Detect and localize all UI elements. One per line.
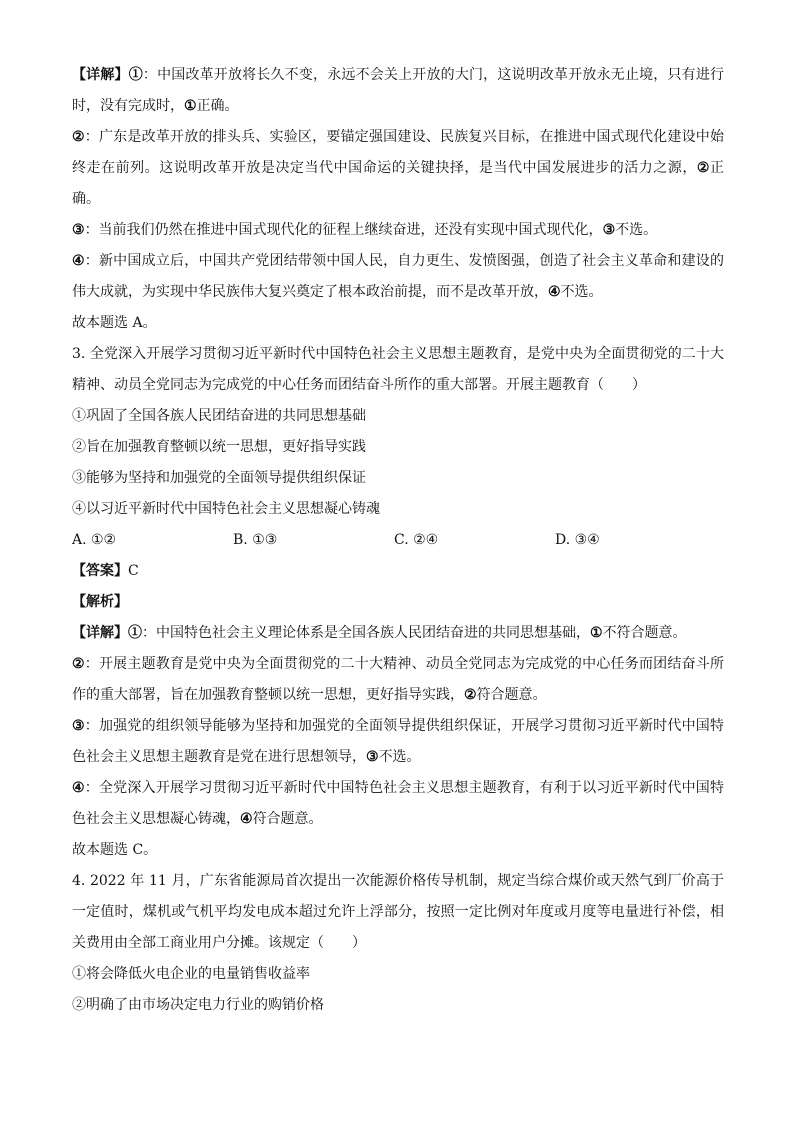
document-page bbox=[72, 60, 724, 1021]
mark: ① bbox=[184, 98, 197, 114]
mark: ② bbox=[72, 129, 85, 145]
q4-statement-1: ①将会降低火电企业的电量销售收益率 bbox=[72, 966, 310, 982]
mark: ① bbox=[128, 67, 143, 83]
text: 正确。 bbox=[196, 98, 239, 114]
mark: ① bbox=[128, 625, 142, 641]
q2-detail-1 bbox=[72, 60, 724, 122]
q3-option-a: A. ①② bbox=[72, 532, 117, 548]
text: 不选。 bbox=[378, 749, 421, 765]
mark: ④ bbox=[72, 253, 85, 269]
text: 不符合题意。 bbox=[602, 625, 687, 641]
text: 不选。 bbox=[560, 284, 603, 300]
mark: ② bbox=[72, 656, 85, 672]
q3-option-b: B. ①③ bbox=[233, 532, 278, 548]
text: ：中国改革开放将长久不变，永远不会关上开放的大门，这说明改革开放永无止境，只有进行时，没有完成时， bbox=[72, 67, 725, 114]
q3-detail-1 bbox=[72, 618, 724, 649]
q3-detail-4 bbox=[72, 773, 724, 835]
q2-conclusion: 故本题选 A。 bbox=[72, 315, 157, 331]
answer-value: C bbox=[128, 563, 139, 579]
q3-statement-1: ①巩固了全国各族人民团结奋进的共同思想基础 bbox=[72, 408, 366, 424]
detail-tag: 【详解】 bbox=[72, 67, 129, 83]
text: 不选。 bbox=[615, 222, 658, 238]
q3-statement-2: ②旨在加强教育整顿以统一思想，更好指导实践 bbox=[72, 439, 366, 455]
mark: ③ bbox=[366, 749, 379, 765]
q3-answer bbox=[72, 556, 724, 587]
q3-statement-4: ④以习近平新时代中国特色社会主义思想凝心铸魂 bbox=[72, 501, 380, 517]
q3-conclusion: 故本题选 C。 bbox=[72, 842, 158, 858]
q3-stem: 3. 全党深入开展学习贯彻习近平新时代中国特色社会主义思想主题教育，是党中央为全面贯彻党的二十大精神、动员全党同志为完成党的中心任务而团结奋斗所作的重大部署。开展主题教育（ ） bbox=[72, 346, 724, 393]
q4-stem: 4. 2022 年 11 月，广东省能源局首次提出一次能源价格传导机制，规定当综合煤价或天然气到厂价高于一定值时，煤机或气机平均发电成本超过允许上浮部分，按照一定比例对年度或月度等电量进行补偿，相关费用由全部工商业用户分摊。该规定（ ） bbox=[72, 873, 724, 951]
q2-detail-3 bbox=[72, 215, 724, 246]
text: ：中国特色社会主义理论体系是全国各族人民团结奋进的共同思想基础， bbox=[142, 625, 590, 641]
q3-detail-3 bbox=[72, 711, 724, 773]
answer-tag: 【答案】 bbox=[72, 563, 128, 579]
mark: ④ bbox=[72, 780, 85, 796]
q3-analysis-tag: 【解析】 bbox=[72, 594, 128, 610]
mark: ① bbox=[590, 625, 603, 641]
q3-options bbox=[72, 525, 724, 556]
text: 正确。 bbox=[72, 160, 724, 207]
q3-detail-2 bbox=[72, 649, 724, 711]
text: ：新中国成立后，中国共产党团结带领中国人民，自力更生、发愤图强，创造了社会主义革命和建设的伟大成就，为实现中华民族伟大复兴奠定了根本政治前提，而不是改革开放， bbox=[72, 253, 724, 300]
mark: ④ bbox=[240, 811, 253, 827]
detail-tag: 【详解】 bbox=[72, 625, 128, 641]
text: ：当前我们仍然在推进中国式现代化的征程上继续奋进，还没有实现中国式现代化， bbox=[84, 222, 603, 238]
q3-statement-3: ③能够为坚持和加强党的全面领导提供组织保证 bbox=[72, 470, 366, 486]
mark: ③ bbox=[602, 222, 616, 238]
mark: ④ bbox=[548, 284, 561, 300]
text: 符合题意。 bbox=[252, 811, 323, 827]
q2-detail-4 bbox=[72, 246, 724, 308]
q3-option-d: D. ③④ bbox=[555, 532, 600, 548]
mark: ③ bbox=[72, 718, 85, 734]
text: ：广东是改革开放的排头兵、实验区，要锚定强国建设、民族复兴目标，在推进中国式现代化建设中始终走在前列。这说明改革开放是决定当代中国命运的关键抉择，是当代中国发展进步的活力之源， bbox=[72, 129, 724, 176]
text: ：开展主题教育是党中央为全面贯彻党的二十大精神、动员全党同志为完成党的中心任务而团结奋斗所作的重大部署，旨在加强教育整顿以统一思想，更好指导实践， bbox=[72, 656, 724, 703]
mark: ③ bbox=[72, 222, 85, 238]
mark: ② bbox=[696, 160, 710, 176]
q2-detail-2 bbox=[72, 122, 724, 215]
text: ：加强党的组织领导能够为坚持和加强党的全面领导提供组织保证，开展学习贯彻习近平新时代中国特色社会主义思想主题教育是党在进行思想领导， bbox=[72, 718, 724, 765]
text: ：全党深入开展学习贯彻习近平新时代中国特色社会主义思想主题教育，有利于以习近平新时代中国特色社会主义思想凝心铸魂， bbox=[72, 780, 724, 827]
mark: ② bbox=[464, 687, 477, 703]
text: 符合题意。 bbox=[476, 687, 547, 703]
q3-option-c: C. ②④ bbox=[394, 532, 439, 548]
q4-statement-2: ②明确了由市场决定电力行业的购销价格 bbox=[72, 997, 324, 1013]
